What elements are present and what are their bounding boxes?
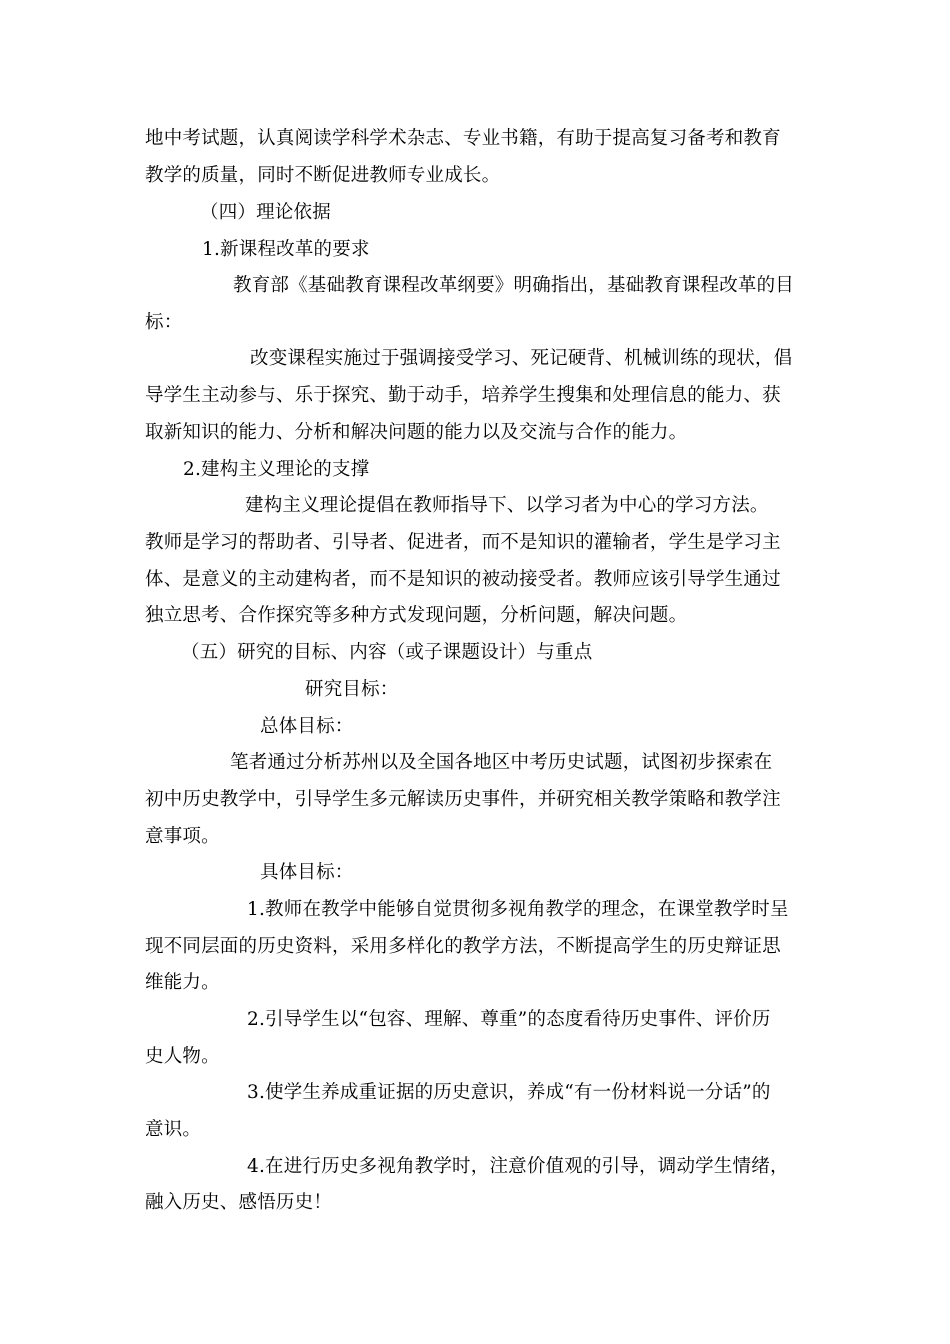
subsection-heading: 1.新课程改革的要求 <box>202 239 370 260</box>
subsection-heading: 2.建构主义理论的支撑 <box>183 459 370 480</box>
list-item-line: 2.引导学生以“包容、理解、尊重”的态度看待历史事件、评价历 <box>247 1009 771 1030</box>
section-heading: （四）理论依据 <box>200 202 331 223</box>
body-text-line: 独立思考、合作探究等多种方式发现问题，分析问题，解决问题。 <box>145 605 688 626</box>
body-text-line: 教师是学习的帮助者、引导者、促进者，而不是知识的灌输者，学生是学习主 <box>145 532 781 553</box>
section-heading: （五）研究的目标、内容（或子课题设计）与重点 <box>181 642 593 663</box>
quote-text-line: 取新知识的能力、分析和解决问题的能力以及交流与合作的能力。 <box>145 422 688 443</box>
goal-heading: 研究目标： <box>305 679 399 700</box>
list-item-line: 1.教师在教学中能够自觉贯彻多视角教学的理念，在课堂教学时呈 <box>247 899 789 920</box>
body-text-line: 意事项。 <box>145 826 220 847</box>
body-text-line: 地中考试题，认真阅读学科学术杂志、专业书籍，有助于提高复习备考和教育 <box>145 128 781 149</box>
body-text-line: 教学的质量，同时不断促进教师专业成长。 <box>145 165 501 186</box>
goal-subheading: 具体目标： <box>260 862 354 883</box>
body-text-line: 初中历史教学中，引导学生多元解读历史事件，并研究相关教学策略和教学注 <box>145 789 781 810</box>
body-text-line: 标： <box>145 312 183 333</box>
list-item-line: 维能力。 <box>145 972 220 993</box>
list-item-line: 现不同层面的历史资料，采用多样化的教学方法，不断提高学生的历史辩证思 <box>145 936 781 957</box>
body-text-line: 教育部《基础教育课程改革纲要》明确指出，基础教育课程改革的目 <box>233 275 795 296</box>
quote-text-line: 改变课程实施过于强调接受学习、死记硬背、机械训练的现状，倡 <box>250 348 793 369</box>
list-item-line: 3.使学生养成重证据的历史意识，养成“有一份材料说一分话”的 <box>247 1082 771 1103</box>
body-text-line: 体、是意义的主动建构者，而不是知识的被动接受者。教师应该引导学生通过 <box>145 569 781 590</box>
quote-text-line: 导学生主动参与、乐于探究、勤于动手，培养学生搜集和处理信息的能力、获 <box>145 385 781 406</box>
goal-subheading: 总体目标： <box>260 716 354 737</box>
list-item-line: 融入历史、感悟历史！ <box>145 1192 333 1213</box>
list-item-line: 史人物。 <box>145 1046 220 1067</box>
body-text-line: 笔者通过分析苏州以及全国各地区中考历史试题，试图初步探索在 <box>230 752 773 773</box>
list-item-line: 4.在进行历史多视角教学时，注意价值观的引导，调动学生情绪， <box>247 1156 789 1177</box>
list-item-line: 意识。 <box>145 1119 202 1140</box>
body-text-line: 建构主义理论提倡在教师指导下、以学习者为中心的学习方法。 <box>245 495 769 516</box>
